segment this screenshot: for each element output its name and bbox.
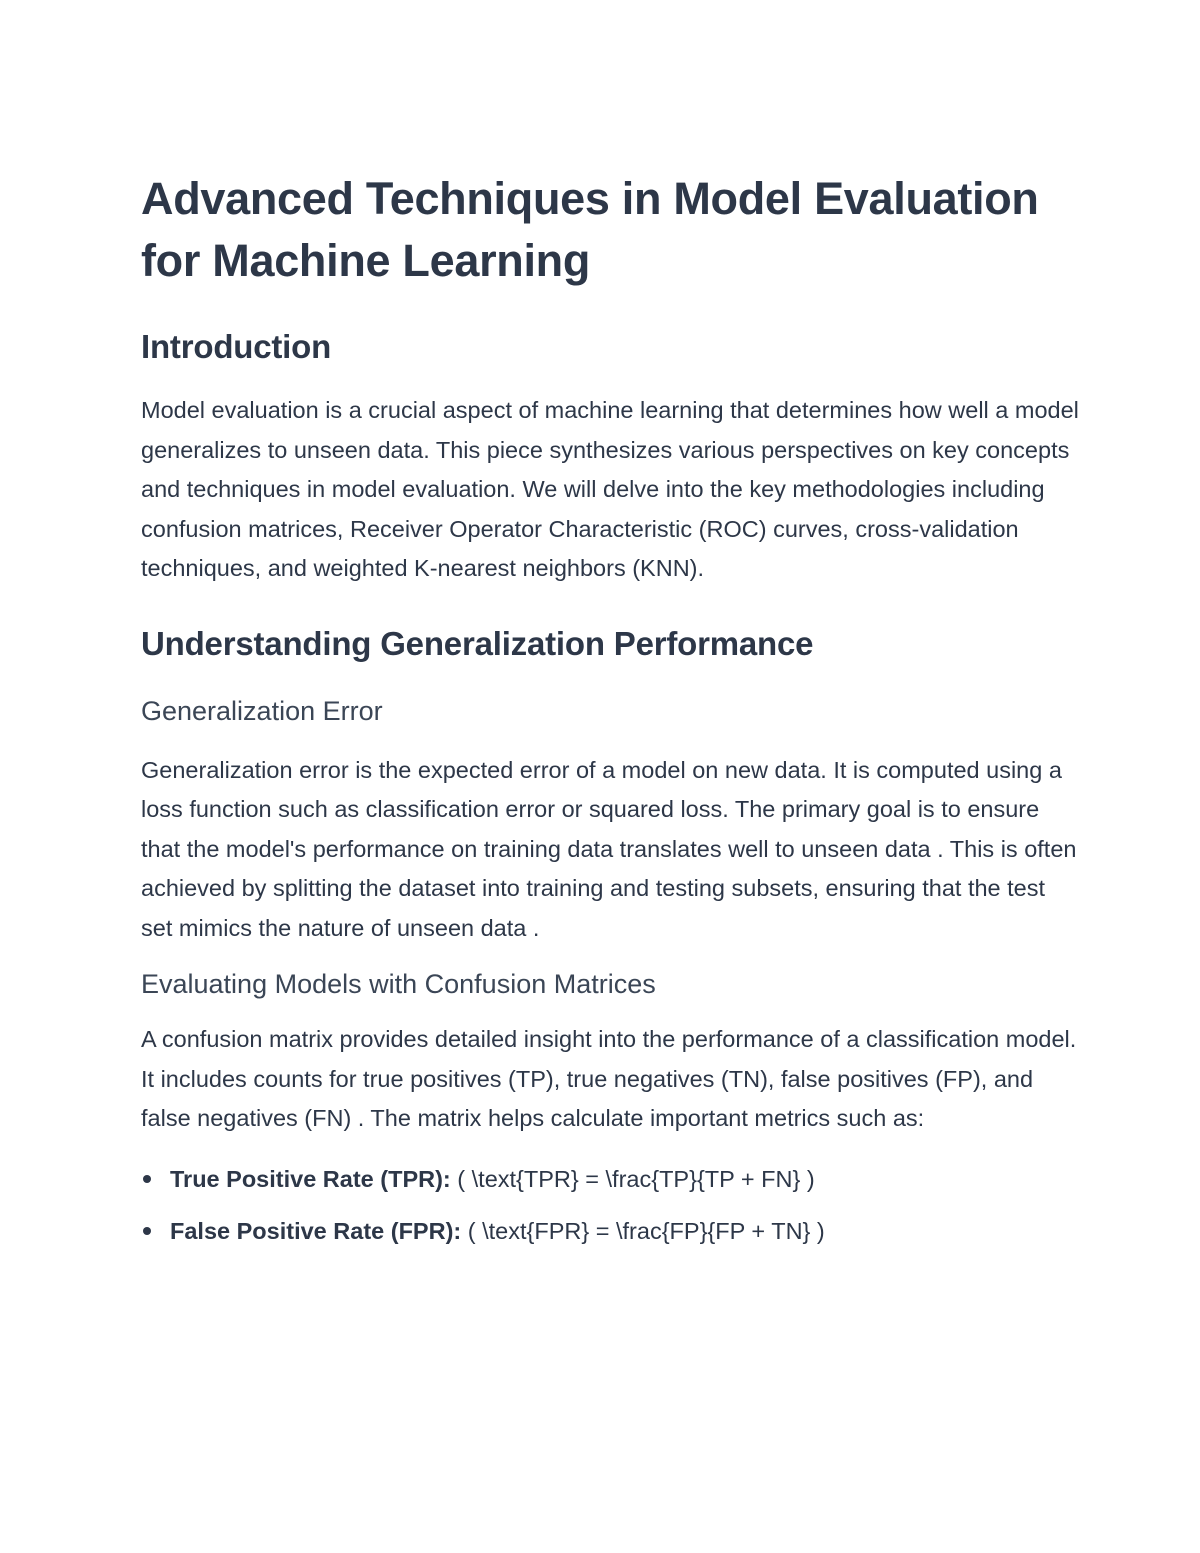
- bullet-icon: [143, 1175, 151, 1183]
- metric-formula: ( \text{TPR} = \frac{TP}{TP + FN} ): [450, 1165, 815, 1192]
- document-page: [141, 168, 1081, 1257]
- subsection-heading-confusion-matrices: Evaluating Models with Confusion Matrices: [141, 969, 656, 999]
- list-item-fpr: [141, 1205, 1081, 1257]
- list-item-tpr: [141, 1153, 1081, 1205]
- confusion-matrix-paragraph: A confusion matrix provides detailed insight into the performance of a classification model. It includes counts for true positives (TP), true negatives (TN), false positives (FP), and false negatives (FN) . The matrix helps calculate important metrics such as:: [141, 1026, 1077, 1131]
- metric-label: False Positive Rate (FPR):: [170, 1217, 462, 1244]
- metric-label: True Positive Rate (TPR):: [170, 1165, 451, 1192]
- bullet-icon: [143, 1227, 151, 1235]
- subsection-heading-generalization-error: Generalization Error: [141, 695, 383, 726]
- generalization-error-paragraph: Generalization error is the expected error of a model on new data. It is computed using a loss function such as classification error or squared loss. The primary goal is to ensure that the model's performance on training data translates well to unseen data . This is often achieved by splitting the dataset into training and testing subsets, ensuring that the test set mimics the nature of unseen data .: [141, 756, 1077, 941]
- metrics-list: [141, 1153, 1081, 1257]
- section-heading-introduction: Introduction: [141, 328, 332, 365]
- section-heading-generalization: Understanding Generalization Performance: [141, 624, 814, 662]
- introduction-paragraph: Model evaluation is a crucial aspect of machine learning that determines how well a model generalizes to unseen data. This piece synthesizes various perspectives on key concepts and techniques in model evaluation. We will delve into the key methodologies including confusion matrices, Receiver Operator Characteristic (ROC) curves, cross-validation techniques, and weighted K-nearest neighbors (KNN).: [141, 397, 1079, 581]
- document-title: Advanced Techniques in Model Evaluation for Machine Learning: [141, 173, 1039, 286]
- metric-formula: ( \text{FPR} = \frac{FP}{FP + TN} ): [461, 1217, 825, 1244]
